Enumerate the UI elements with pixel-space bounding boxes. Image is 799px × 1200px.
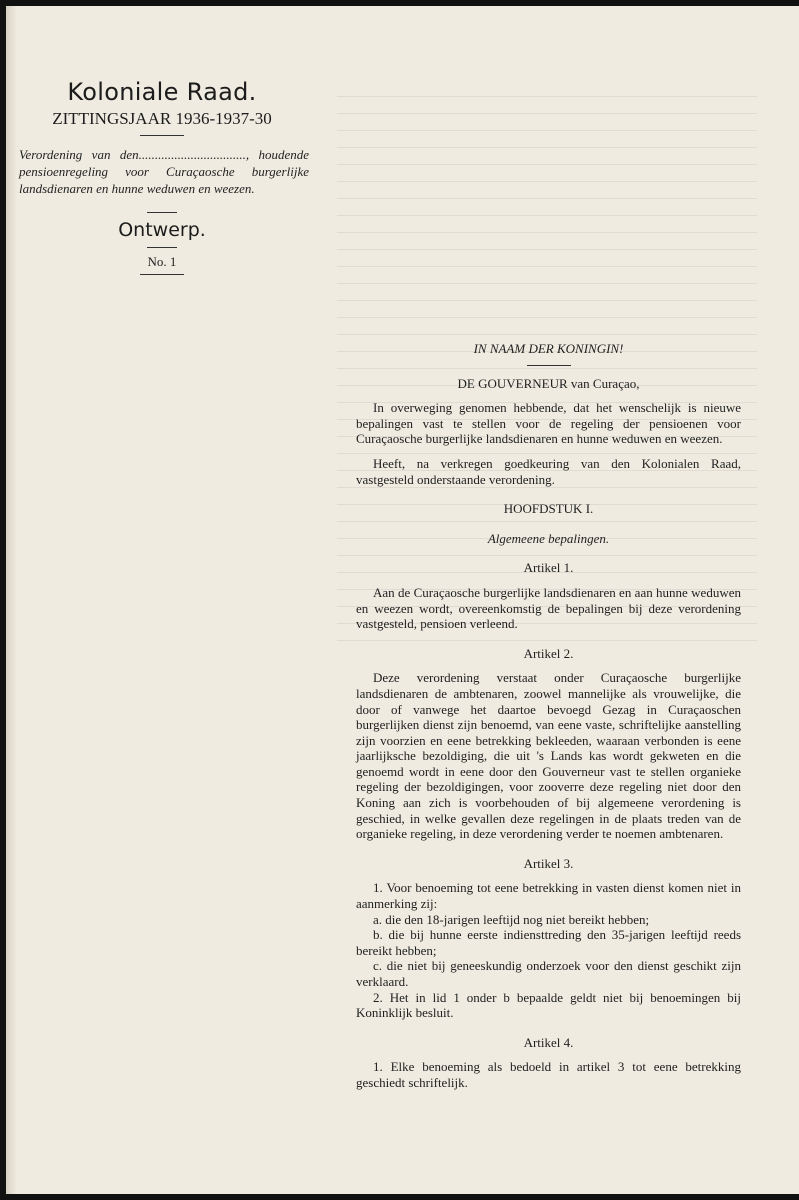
article-3-para-2: 2. Het in lid 1 onder b bepaalde geldt niet bij benoemingen bij Koninklijk besluit. bbox=[356, 989, 741, 1021]
article-4-heading: Artikel 4. bbox=[523, 1034, 574, 1050]
session-year: ZITTINGSJAAR 1936-1937-30 bbox=[52, 109, 272, 128]
article-2-text: Deze verordening verstaat onder Curaçaosche burgerlijke landsdienaren de ambtenaren, zoowel mannelijke als vrouwelijke, die door of vanwege het daartoe bevoegd Gezag in Curaçaoschen burgerlijken dienst zijn benoemd, van eene vaste, schriftelijke aanstelling zijn voorzien en eene betrekking bekleeden, waaraan verbonden is eene jaarlijksche bezoldiging, die uit 's Lands kas wordt gekweten en die genoemd wordt in eene door den Gouverneur vast te stellen organieke regeling der bezoldigingen, voor zooverre deze regeling niet door den Koning aan zich is voorbehouden of bij algemeene verordening is geschied, in welke gevallen deze regelingen in de plaats treden van de organieke regeling, in deze verordening verder te noemen ambtenaren. bbox=[356, 670, 741, 842]
invocation: IN NAAM DER KONINGIN! bbox=[473, 341, 624, 356]
article-3-item-a: a. die den 18-jarigen leeftijd nog niet bereikt hebben; bbox=[373, 911, 650, 927]
chapter-title: HOOFDSTUK I. bbox=[503, 501, 594, 517]
article-2-heading: Artikel 2. bbox=[523, 645, 574, 661]
article-3-item-b: b. die bij hunne eerste indiensttreding den 35-jarigen leeftijd reeds bereikt hebben; bbox=[356, 927, 741, 958]
ordinance-text bbox=[356, 341, 741, 1091]
document-page bbox=[6, 6, 799, 1194]
divider bbox=[147, 247, 177, 248]
divider bbox=[147, 212, 177, 213]
enactment-paragraph: Heeft, na verkregen goedkeuring van den Kolonialen Raad, vastgesteld onderstaande verordening. bbox=[356, 455, 741, 487]
article-1-heading: Artikel 1. bbox=[523, 560, 574, 576]
draft-label: Ontwerp. bbox=[118, 219, 206, 241]
divider bbox=[527, 365, 571, 366]
article-1-text: Aan de Curaçaosche burgerlijke landsdienaren en aan hunne weduwen en weezen wordt, overeenkomstig de bepalingen bij deze verordening vastgesteld, pensioen verleend. bbox=[356, 584, 741, 632]
issuer: DE GOUVERNEUR van Curaçao, bbox=[457, 375, 640, 391]
ordinance-subject: Verordening van den................................., houdende pensioenregeling voor Curaçaosche burgerlijke landsdienaren en hunne weduwen en weezen. bbox=[19, 147, 309, 196]
divider bbox=[140, 135, 184, 136]
consideration-paragraph: In overweging genomen hebbende, dat het wenschelijk is nieuwe bepalingen vast te stellen voor de regeling der pensioenen voor Curaçaosche burgerlijke landsdienaren en hunne weduwen en weezen. bbox=[356, 400, 741, 447]
article-3-heading: Artikel 3. bbox=[523, 855, 574, 871]
divider bbox=[140, 274, 184, 275]
chapter-subtitle: Algemeene bepalingen. bbox=[487, 530, 610, 546]
article-4-para-1: 1. Elke benoeming als bedoeld in artikel 3 tot eene betrekking geschiedt schriftelijk. bbox=[356, 1059, 741, 1090]
document-number: No. 1 bbox=[147, 254, 177, 269]
article-3-item-c: c. die niet bij geneeskundig onderzoek voor den dienst geschikt zijn verklaard. bbox=[356, 958, 741, 989]
article-3-para-1: 1. Voor benoeming tot eene betrekking in vasten dienst komen niet in aanmerking zij: bbox=[356, 880, 741, 912]
council-title: Koloniale Raad. bbox=[67, 78, 257, 106]
page-fold-shadow bbox=[7, 6, 17, 1194]
